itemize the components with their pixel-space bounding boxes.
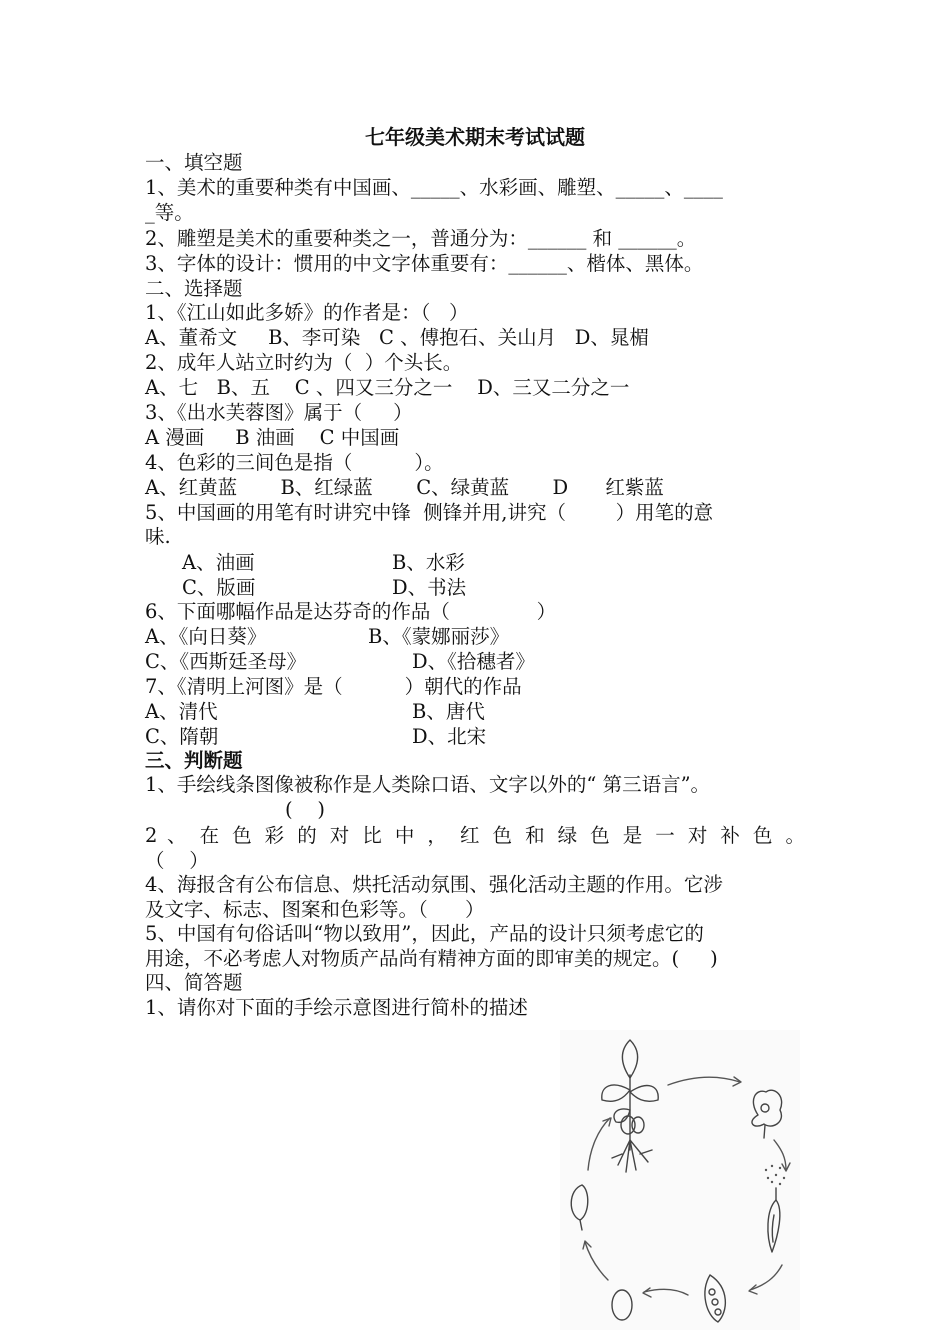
choice-q7-option-b: B、唐代 [412, 700, 485, 723]
section-heading-true-false: 三、判断题 [145, 749, 243, 772]
choice-q5-option-b: B、水彩 [392, 551, 465, 574]
section-heading-short-answer: 四、简答题 [145, 971, 243, 994]
choice-question-2: 2、成年人站立时约为（ ）个头长。 [145, 351, 463, 374]
plant-life-cycle-illustration [560, 1030, 800, 1330]
choice-question-5-cont: 味. [145, 525, 171, 548]
fill-question-3: 3、字体的设计：惯用的中文字体重要有：______、楷体、黑体。 [145, 252, 704, 275]
choice-question-6: 6、下面哪幅作品是达芬奇的作品（ ） [145, 600, 557, 623]
tf-question-4-cont: 及文字、标志、图案和色彩等。（ ） [145, 898, 485, 921]
choice-q6-option-b: B、《蒙娜丽莎》 [368, 625, 510, 648]
choice-q5-option-d: D、书法 [392, 576, 467, 599]
fill-question-1-cont: _等。 [145, 201, 194, 224]
choice-question-4: 4、色彩的三间色是指（ ）。 [145, 451, 444, 474]
tf-question-5: 5、中国有句俗话叫“物以致用”，因此，产品的设计只须考虑它的 [145, 922, 704, 945]
tf-question-2-bracket: （ ） [145, 849, 209, 872]
section-heading-fill-blank: 一、填空题 [145, 151, 243, 174]
section-heading-choice: 二、选择题 [145, 277, 243, 300]
tf-question-5-cont: 用途，不必考虑人对物质产品尚有精神方面的即审美的规定。( ) [145, 947, 718, 970]
choice-question-5: 5、中国画的用笔有时讲究中锋 侧锋并用,讲究（ ）用笔的意 [145, 501, 714, 524]
tf-question-1: 1、手绘线条图像被称作是人类除口语、文字以外的“ 第三语言”。 [145, 773, 711, 796]
tf-question-1-bracket: ( ) [285, 798, 326, 821]
choice-q5-option-a: A、油画 [182, 551, 255, 574]
short-answer-question-1: 1、请你对下面的手绘示意图进行简朴的描述 [145, 996, 528, 1019]
choice-q6-option-c: C、《西斯廷圣母》 [145, 650, 307, 673]
fill-question-1: 1、美术的重要种类有中国画、_____、水彩画、雕塑、_____、____ [145, 176, 723, 199]
choice-question-7: 7、《清明上河图》是（ ）朝代的作品 [145, 675, 522, 698]
choice-q6-option-d: D、《拾穗者》 [412, 650, 535, 673]
choice-question-3-options: A 漫画 B 油画 C 中国画 [145, 426, 400, 449]
choice-question-2-options: A、七 B、五 C 、四又三分之一 D、三又二分之一 [145, 376, 630, 399]
choice-question-1: 1、《江山如此多娇》的作者是：（ ） [145, 301, 469, 324]
choice-question-1-options: A、董希文 B、李可染 C 、傅抱石、关山月 D、晁楣 [145, 326, 649, 349]
choice-question-3: 3、《出水芙蓉图》属于（ ） [145, 401, 413, 424]
choice-q5-option-c: C、版画 [182, 576, 256, 599]
tf-question-2: 2 、 在 色 彩 的 对 比 中 ， 红 色 和 绿 色 是 一 对 补 色 。 [145, 824, 805, 847]
page-title: 七年级美术期末考试试题 [365, 125, 585, 149]
fill-question-2: 2、雕塑是美术的重要种类之一，普通分为：______ 和 ______。 [145, 227, 697, 250]
choice-question-4-options: A、红黄蓝 B、红绿蓝 C、绿黄蓝 D 红紫蓝 [145, 476, 664, 499]
choice-q6-option-a: A、《向日葵》 [145, 625, 267, 648]
choice-q7-option-c: C、隋朝 [145, 725, 219, 748]
choice-q7-option-d: D、北宋 [412, 725, 487, 748]
choice-q7-option-a: A、清代 [145, 700, 218, 723]
tf-question-4: 4、海报含有公布信息、烘托活动氛围、强化活动主题的作用。它涉 [145, 873, 723, 896]
